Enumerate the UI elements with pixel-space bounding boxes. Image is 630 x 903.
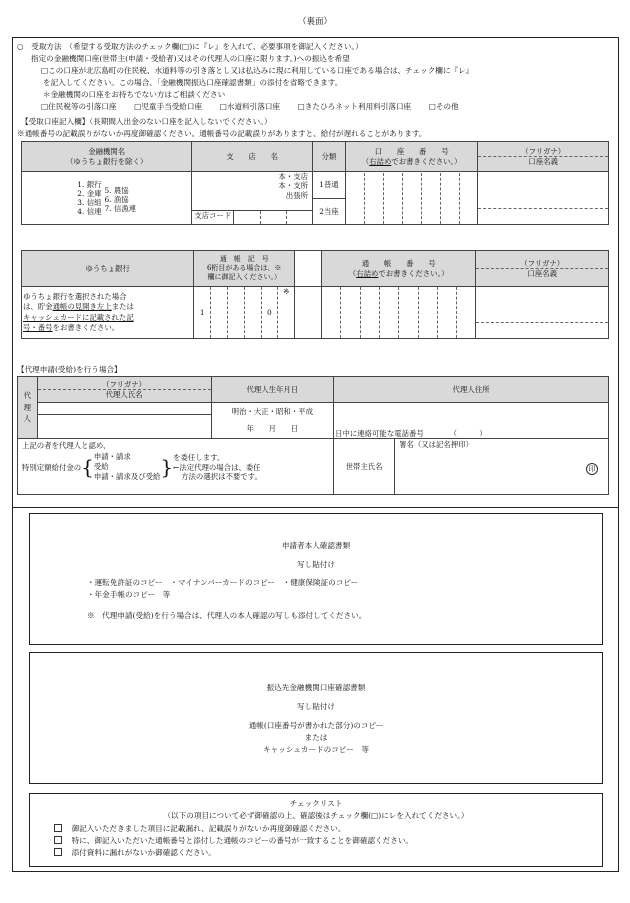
agent-table <box>17 376 609 495</box>
bank-box-subtitle: 写し貼付け <box>297 702 335 711</box>
checklist-item[interactable]: 添付資料に漏れがないか御確認ください。 <box>54 848 216 857</box>
id-box-note: ※ 代理申請(受給)を行う場合は、代理人の本人確認の写しも添付してください。 <box>87 611 367 620</box>
checklist-box <box>29 793 603 867</box>
checklist-item[interactable]: 特に、御記入いただいた通帳番号と添付した通帳のコピーの番号が一致することを御確認ください。 <box>54 836 413 845</box>
agent-name-input[interactable] <box>37 415 211 439</box>
branch-code-label: 支店コード <box>192 211 234 224</box>
bank-box-line2: または <box>304 733 328 742</box>
yucho-bango-header: 通 帳 番 号 （右詰めでお書きください。） <box>321 251 475 287</box>
account-number-header: 口 座 番 号 （右詰めでお書きください。） <box>345 142 478 172</box>
option-kitahiro-net[interactable]: □きたひろネット利用料引落口座 <box>297 102 412 111</box>
agent-heading: 【代理申請(受給)を行う場合】 <box>17 365 122 374</box>
agent-furigana-input[interactable] <box>37 403 211 415</box>
yucho-description: ゆうちょ銀行を選択された場合 は、貯金通帳の見開き左上または キャッシュカードに記載された記 号・番号をお書きください。 <box>22 287 194 339</box>
type-header: 分類 <box>312 142 345 172</box>
branch-cell[interactable]: 本・支店 本・支所 出張所 支店コード <box>192 172 313 225</box>
holder-cell[interactable] <box>478 172 609 225</box>
checkbox-icon[interactable] <box>54 824 62 832</box>
option-water[interactable]: □水道料引落口座 <box>219 102 281 111</box>
option-child-allowance[interactable]: □児童手当受給口座 <box>134 102 203 111</box>
account-note: ※通帳番号の記載誤りがないか再度御確認ください。通帳番号の記載誤りがありますと、給付が遅れることがあります。 <box>17 129 427 138</box>
checkbox-icon[interactable] <box>54 848 62 856</box>
receipt-options <box>41 102 459 111</box>
account-heading: 【受取口座記入欄】（長期間入出金のない口座を記入しないでください。） <box>21 117 272 126</box>
receipt-line5: ＊金融機関の口座をお持ちでない方はご相談ください <box>43 90 226 99</box>
delegation-cell: 上記の者を代理人と認め、 特別定額給付金の { 申請・請求 受給 申請・請求及び受給 } を委任します。 ←法定代理の場合は、委任 方法の選択は不要です。 <box>18 439 334 495</box>
holder-header: （フリガナ） 口座名義 <box>478 142 609 172</box>
id-box-subtitle: 写し貼付け <box>297 560 335 569</box>
receipt-line2: 指定の金融機関口座(世帯主(申請・受給者)又はその代理人の口座に限ります。)への振込を希望 <box>31 54 350 63</box>
yucho-label: ゆうちょ銀行 <box>22 251 194 287</box>
option-other[interactable]: □その他 <box>428 102 459 111</box>
page-title: （裏面） <box>297 17 332 27</box>
checkbox-icon[interactable] <box>54 836 62 844</box>
branch-header: 支 店 名 <box>192 142 313 172</box>
bank-box-line1: 通帳(口座番号が書かれた部分)のコピー <box>248 721 384 730</box>
choice-apply[interactable]: 申請・請求 <box>93 452 131 462</box>
checklist-item[interactable]: 御記入いただきました項目に記載漏れ、記載誤りがないか再度御確認ください。 <box>54 824 345 833</box>
yucho-holder-header: （フリガナ） 口座名義 <box>476 251 609 287</box>
bank-type-cell[interactable]: 1. 銀行 2. 金庫 3. 信組 4. 信連 5. 農協 6. 漁協 7. 信漁連 <box>22 172 192 225</box>
householder-label: 世帯主氏名 <box>334 439 395 494</box>
yucho-kigo-cell[interactable]: 1 0 ※ <box>194 287 295 339</box>
sign-label: 署名（又は記名押印） <box>399 440 473 449</box>
checklist-title: チェックリスト <box>289 799 343 808</box>
section-divider <box>12 507 619 508</box>
yucho-kigo-header: 通 帳 記 号 6桁目がある場合は、※ 欄に御記入ください。） <box>194 251 295 287</box>
account-type-cell[interactable]: 1普通 2当座 <box>312 172 345 225</box>
id-document-box <box>29 513 603 645</box>
checklist-subtitle: （以下の項目について必ず御確認の上、確認後はチェック欄(□)にレを入れてください。） <box>163 811 469 820</box>
bank-name-header: 金融機関名 （ゆうちょ銀行を除く） <box>22 142 192 172</box>
account-number-cell[interactable] <box>345 172 478 225</box>
agent-side-label: 代 理 人 <box>18 377 38 439</box>
id-box-line2: ・年金手帳のコピー 等 <box>87 590 171 599</box>
bank-account-table <box>21 141 609 225</box>
choice-receive[interactable]: 受給 <box>93 462 109 472</box>
yucho-holder-cell[interactable] <box>476 287 609 339</box>
yucho-bango-cell[interactable] <box>321 287 475 339</box>
id-box-title: 申請者本人確認書類 <box>281 541 351 550</box>
option-resident-tax[interactable]: □住民税等の引落口座 <box>41 102 117 111</box>
householder-cell[interactable] <box>334 439 609 495</box>
agent-birth-input[interactable]: 明治・大正・昭和・平成 年 月 日 <box>211 403 334 439</box>
agent-address-input[interactable] <box>334 403 609 439</box>
agent-address-header: 代理人住所 <box>334 377 609 403</box>
agent-name-header: （フリガナ） 代理人氏名 <box>37 377 211 403</box>
agent-phone: 日中に連絡可能な電話番号 （ ） <box>335 428 487 438</box>
yucho-table <box>21 250 609 339</box>
receipt-intro: ○ 受取方法 （希望する受取方法のチェック欄(□)に『レ』を入れて、必要事項を御記入ください。） <box>17 42 363 51</box>
agent-birth-header: 代理人生年月日 <box>211 377 334 403</box>
bank-box-title: 振込先金融機関口座確認書類 <box>266 683 366 692</box>
receipt-line3[interactable]: □この口座が北広島町の住民税、水道料等の引き落とし又は払込みに現に利用している口座である場合は、チェック欄に『レ』 <box>41 66 474 75</box>
receipt-line4: を記入してください。この場合、「金融機関振込口座確認書類」の添付を省略できます。 <box>43 78 343 87</box>
id-box-line1: ・運転免許証のコピー ・マイナンバーカードのコピー ・健康保険証のコピー <box>87 578 359 587</box>
bank-box-line3: キャッシュカードのコピー 等 <box>263 745 369 754</box>
choice-both[interactable]: 申請・請求及び受給 <box>93 472 161 482</box>
seal-icon: 印 <box>586 463 598 475</box>
bank-document-box <box>29 652 603 784</box>
